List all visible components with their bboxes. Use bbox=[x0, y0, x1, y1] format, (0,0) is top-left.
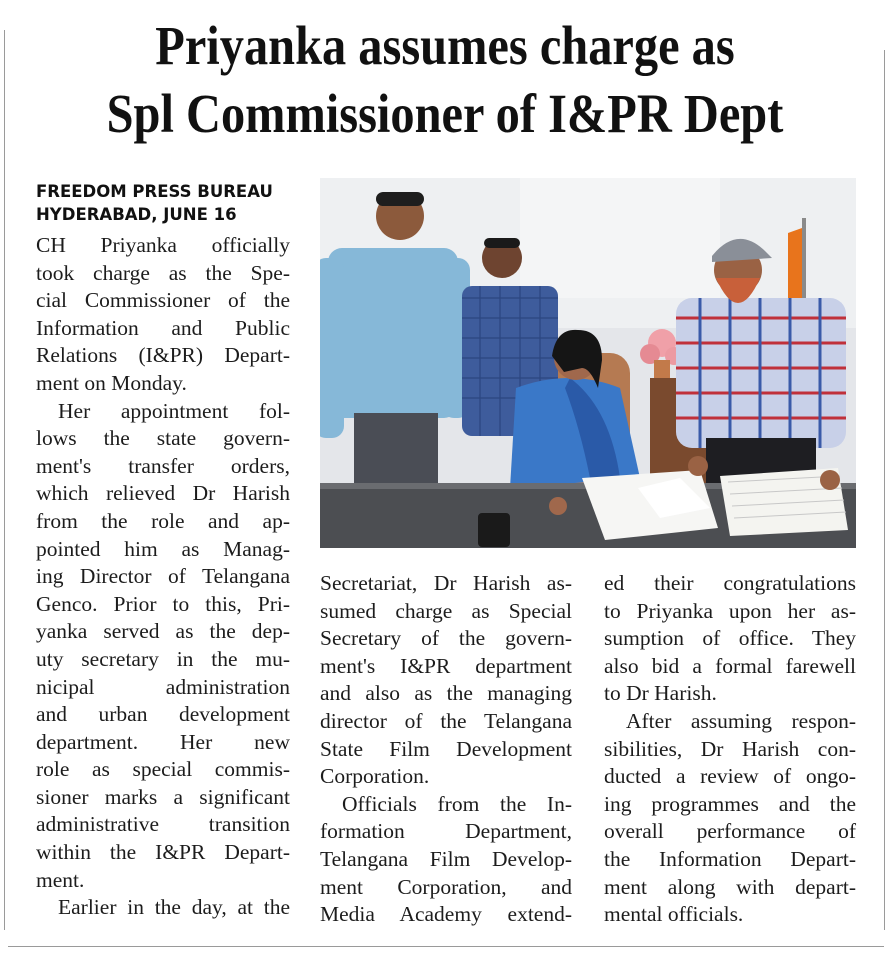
article-line: Telangana Film Develop- bbox=[320, 846, 572, 871]
article-line: Secretariat, Dr Harish as- bbox=[320, 571, 572, 595]
article-line: yanka served as the dep- bbox=[36, 619, 290, 644]
page-border-bottom bbox=[8, 946, 884, 947]
article-column-2 bbox=[320, 570, 572, 929]
article-line: Officials from the In- bbox=[342, 791, 572, 816]
page-border-left bbox=[4, 30, 5, 930]
article-line: took charge as the Spe- bbox=[36, 260, 290, 285]
article-line: ment's transfer orders, bbox=[36, 453, 290, 478]
article-line: sumed charge as Special bbox=[320, 598, 572, 623]
article-line: overall performance of bbox=[604, 819, 856, 844]
article-line: CH Priyanka officially bbox=[36, 233, 290, 257]
article-line: cial Commissioner of the bbox=[36, 288, 290, 313]
article-line: and also as the managing bbox=[320, 681, 572, 706]
article-line: from the role and ap- bbox=[36, 508, 290, 533]
article-line: Media Academy extend- bbox=[320, 902, 572, 927]
article-line: to Dr Harish. bbox=[604, 681, 717, 706]
article-column-3 bbox=[604, 570, 856, 929]
article-line: mental officials. bbox=[604, 902, 744, 927]
article-line: uty secretary in the mu- bbox=[36, 646, 290, 671]
article-line: Information and Public bbox=[36, 315, 290, 340]
byline-dateline: HYDERABAD, JUNE 16 bbox=[36, 205, 237, 224]
article-line: Genco. Prior to this, Pri- bbox=[36, 591, 290, 616]
article-line: Relations (I&PR) Depart- bbox=[36, 343, 290, 368]
article-line: administrative transition bbox=[36, 812, 290, 837]
news-photo bbox=[320, 178, 856, 548]
article-line: department. Her new bbox=[36, 729, 290, 754]
article-line: ducted a review of ongo- bbox=[604, 764, 856, 789]
headline-line-2: Spl Commissioner of I&PR Dept bbox=[106, 83, 784, 144]
article-line: ment on Monday. bbox=[36, 370, 187, 395]
photo-illustration bbox=[320, 178, 856, 548]
article-line: sumption of office. They bbox=[604, 626, 856, 651]
article-line: to Priyanka upon her as- bbox=[604, 598, 856, 623]
article-line: director of the Telangana bbox=[320, 708, 572, 733]
article-line: Corporation. bbox=[320, 764, 430, 789]
article-line: the Information Depart- bbox=[604, 846, 856, 871]
article-line: formation Department, bbox=[320, 819, 572, 844]
article-line: ment along with depart- bbox=[604, 874, 856, 899]
article-line: ment Corporation, and bbox=[320, 874, 572, 899]
article-line: Secretary of the govern- bbox=[320, 626, 572, 651]
article-line: Earlier in the day, at the bbox=[58, 895, 290, 920]
headline bbox=[62, 12, 828, 148]
article-column-1 bbox=[36, 232, 290, 922]
article-line: After assuming respon- bbox=[626, 708, 856, 733]
article-line: State Film Development bbox=[320, 736, 572, 761]
article-line: ing Director of Telangana bbox=[36, 564, 290, 589]
article-line: which relieved Dr Harish bbox=[36, 481, 290, 506]
headline-line-1: Priyanka assumes charge as bbox=[155, 15, 735, 76]
article-line: ment's I&PR department bbox=[320, 653, 572, 678]
article-line: pointed him as Manag- bbox=[36, 536, 290, 561]
article-line: sibilities, Dr Harish con- bbox=[604, 736, 856, 761]
byline-bureau: FREEDOM PRESS BUREAU bbox=[36, 182, 273, 201]
article-line: ing programmes and the bbox=[604, 791, 856, 816]
article-line: sioner marks a significant bbox=[36, 784, 290, 809]
page-border-right bbox=[884, 50, 885, 930]
byline bbox=[36, 180, 298, 226]
article-line: ed their congratulations bbox=[604, 571, 856, 595]
article-line: and urban development bbox=[36, 702, 290, 727]
article-line: lows the state govern- bbox=[36, 426, 290, 451]
article-line: ment. bbox=[36, 867, 85, 892]
article-line: nicipal administration bbox=[36, 674, 290, 699]
article-line: also bid a formal farewell bbox=[604, 653, 856, 678]
article-line: within the I&PR Depart- bbox=[36, 840, 290, 865]
article-line: Her appointment fol- bbox=[58, 398, 290, 423]
article-line: role as special commis- bbox=[36, 757, 290, 782]
